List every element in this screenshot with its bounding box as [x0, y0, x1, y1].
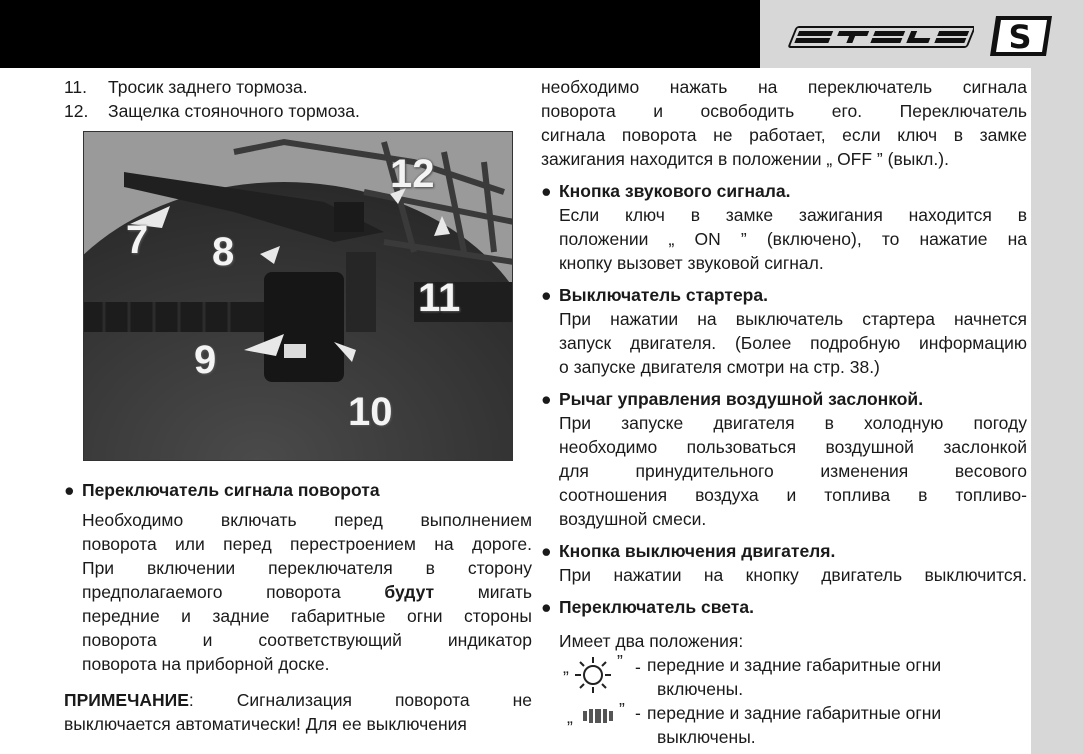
section-title: ● Выключатель стартера. [541, 285, 768, 305]
stels-logo-icon [784, 24, 974, 50]
left-column [64, 75, 532, 123]
callout-label: 7 [126, 218, 149, 262]
svg-text:S: S [1008, 18, 1032, 56]
list-item: 12. Защелка стояночного тормоза. [64, 101, 360, 121]
section-title: ● Переключатель сигнала поворота [64, 480, 380, 500]
stels-badge-icon [988, 14, 1056, 58]
section-body: При нажатии на кнопку двигатель выключится. [559, 565, 1027, 585]
side-tab [1031, 68, 1083, 754]
header-bar [0, 0, 760, 68]
right-column: необходимо нажать на переключатель сигнала поворота и освободить его. Переключатель сигнала поворота не работает, если ключ в замке зажигания находится в положении „ OFF ” (выкл.). ● Кнопка звукового сигнала. Если ключ в замке зажигания находится в положении „ ON ” (включено), то нажатие на кнопку вызовет звуковой сигнал. ● Выключатель стартера. При нажатии на выключатель стартера начнется запуск двигателя. (Более подробную информацию о запуске двигателя смотри на стр. 38.) ● Рычаг управления воздушной заслонкой. При запуске двигателя в холодную погоду необходимо пользоваться воздушной заслонкой для принудительного изменения весового соотношения воздуха и топлива в топливо- воздушной смеси. ● Кнопка выключения двигателя. При нажатии на кнопку двигатель выключится. ● Переключатель света. Имеет два положения: „ ” - передние и задние габаритные огни включены. „ ” - передние и задние габаритные огни выключены. [541, 77, 1027, 747]
section-title: ● Рычаг управления воздушной заслонкой. [541, 389, 924, 409]
callout-label: 9 [194, 338, 217, 382]
light-position-on: „ ” - передние и задние габаритные огни включены. [563, 651, 942, 699]
lights-off-icon [581, 705, 615, 727]
turn-signal-section: ● Переключатель сигнала поворота Необходимо включать перед выполнением поворота или перед перестроением на дороге. При включении переключателя в сторону предполагаемого поворота будут мигать передние и задние габаритные огни стороны поворота и соответствующий индикатор поворота на приборной доске. ПРИМЕЧАНИЕ: Сигнализация поворота не выключается автоматически! Для ее выключения [64, 480, 532, 734]
callout-label: 8 [212, 230, 235, 274]
list-item: 11. Тросик заднего тормоза. [64, 77, 308, 97]
sun-icon [573, 655, 613, 695]
callout-label: 12 [390, 152, 435, 196]
section-body: Необходимо включать перед выполнением поворота или перед перестроением на дороге. При включении переключателя в сторону предполагаемого поворота будут мигать передние и задние габаритные огни стороны поворота и соответствующий индикатор поворота на приборной доске. [82, 510, 532, 674]
note: ПРИМЕЧАНИЕ: Сигнализация поворота не [64, 690, 532, 710]
section-title: ● Кнопка звукового сигнала. [541, 181, 791, 201]
light-position-off: „ ” - передние и задние габаритные огни выключены. [567, 699, 942, 747]
section-body: При нажатии на выключатель стартера начнется запуск двигателя. (Более подробную информацию о запуске двигателя смотри на стр. 38.) [559, 309, 1027, 377]
logo-area [760, 0, 1083, 68]
callout-label: 11 [418, 276, 461, 320]
section-title: ● Кнопка выключения двигателя. [541, 541, 836, 561]
callout-label: 10 [348, 390, 393, 434]
handlebar-photo [83, 131, 513, 461]
section-body: При запуске двигателя в холодную погоду необходимо пользоваться воздушной заслонкой для принудительного изменения весового соотношения воздуха и топлива в топливо- воздушной смеси. [559, 413, 1027, 529]
section-title: ● Переключатель света. [541, 597, 754, 617]
section-body: Если ключ в замке зажигания находится в положении „ ON ” (включено), то нажатие на кнопку вызовет звуковой сигнал. [559, 205, 1027, 273]
